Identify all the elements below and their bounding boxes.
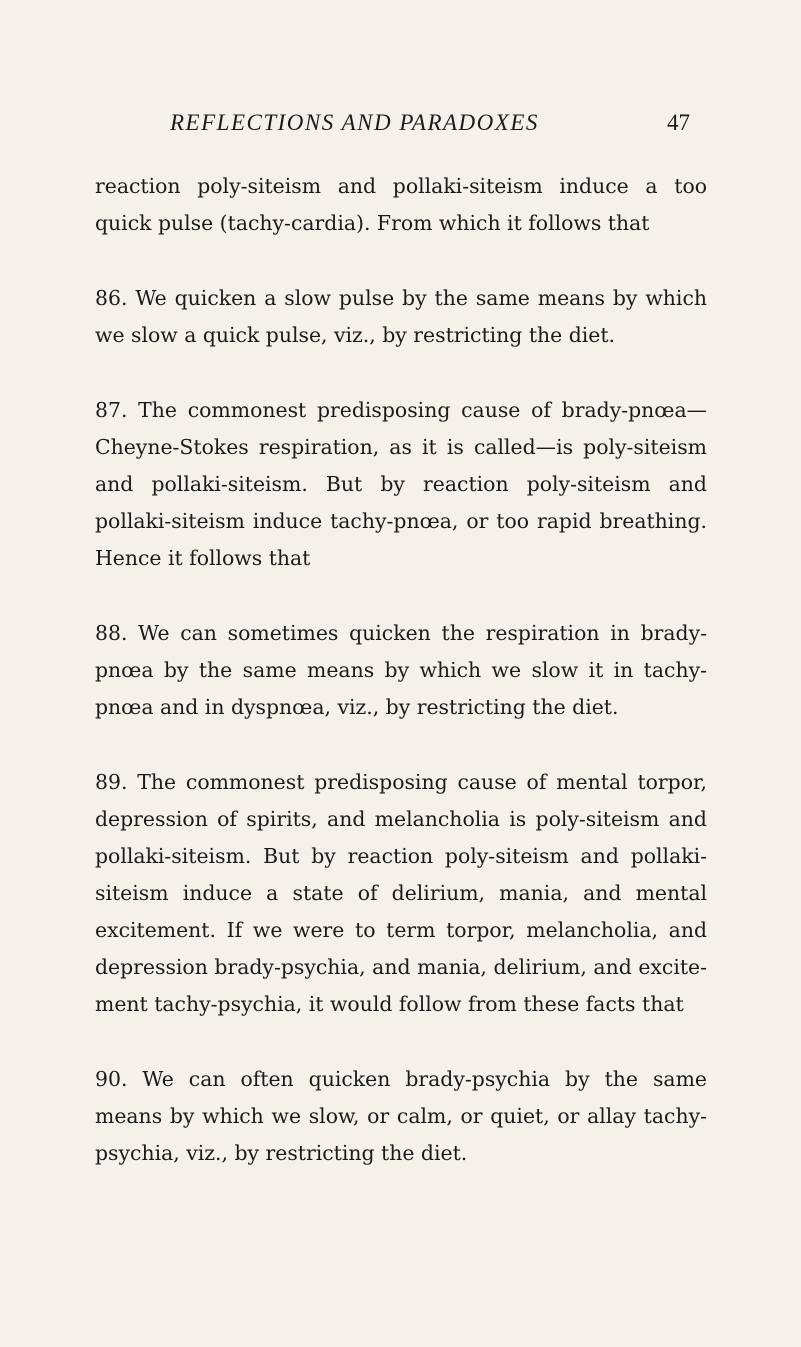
- paragraph-86: 86. We quicken a slow pulse by the same means by which we slow a quick pulse, viz., by restricting the diet.: [95, 286, 707, 347]
- page-number: 47: [667, 110, 690, 135]
- body-text: [95, 168, 707, 1210]
- running-title: REFLECTIONS AND PARADOXES: [170, 110, 539, 135]
- paragraph-90: 90. We can often quicken brady-psychia by the same means by which we slow, or calm, or quiet, or allay tachy-psychia, viz., by restricting the diet.: [95, 1067, 707, 1165]
- paragraph-continuation: reaction poly-siteism and pollaki-siteism induce a too quick pulse (tachy-cardia). From which it follows that: [95, 174, 707, 235]
- paragraph-89: 89. The commonest predisposing cause of mental torpor, depression of spirits, and melancholia is poly-siteism and pollaki-siteism. But by reaction poly-siteism and pollaki-siteism induce a state of delirium, mania, and mental excitement. If we were to term torpor, melancholia, and depression brady-psychia, and mania, delirium, and excite-ment tachy-psychia, it would follow from these facts that: [95, 770, 707, 1016]
- running-head: [170, 110, 690, 146]
- paragraph-87: 87. The commonest predisposing cause of brady-pnœa— Cheyne-Stokes respiration, as it is called—is poly-siteism and pollaki-siteism. But by reaction poly-siteism and pollaki-siteism induce tachy-pnœa, or too rapid breathing. Hence it follows that: [95, 398, 707, 570]
- paragraph-88: 88. We can sometimes quicken the respiration in brady-pnœa by the same means by which we slow it in tachy-pnœa and in dyspnœa, viz., by restricting the diet.: [95, 621, 707, 719]
